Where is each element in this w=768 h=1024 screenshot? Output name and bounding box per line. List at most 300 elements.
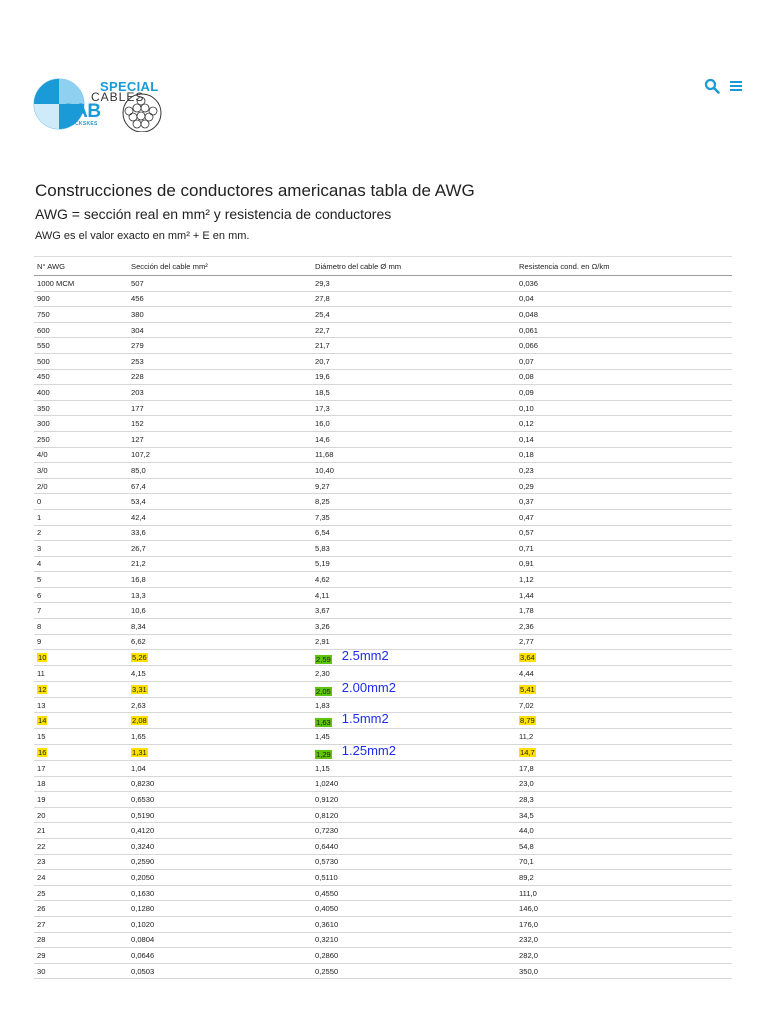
cell-awg xyxy=(34,525,128,541)
cell-resistance-value: 70,1 xyxy=(519,857,534,867)
cell-awg-value: 17 xyxy=(37,763,46,773)
cell-section xyxy=(128,385,312,401)
logo-sab-text: SAB xyxy=(62,101,101,122)
site-header xyxy=(0,0,768,150)
cell-section xyxy=(128,431,312,447)
cell-diameter-value: 2,91 xyxy=(315,637,330,647)
cell-awg xyxy=(34,556,128,572)
cell-section-value: 1,04 xyxy=(131,763,146,773)
cell-resistance xyxy=(516,353,732,369)
cell-section xyxy=(128,792,312,808)
cell-section-value: 2,63 xyxy=(131,700,146,710)
cell-awg-value: 18 xyxy=(37,779,46,789)
table-row xyxy=(34,932,732,948)
cell-awg-value: 400 xyxy=(37,387,50,397)
cell-awg-value: 26 xyxy=(37,904,46,914)
cell-section xyxy=(128,338,312,354)
cell-diameter-value: 27,8 xyxy=(315,294,330,304)
cell-section-value: 177 xyxy=(131,403,144,413)
handwritten-annotation: 2.5mm2 xyxy=(341,648,389,664)
cell-resistance xyxy=(516,525,732,541)
cell-section xyxy=(128,916,312,932)
cell-diameter xyxy=(312,650,516,666)
cell-resistance xyxy=(516,322,732,338)
cell-resistance xyxy=(516,839,732,855)
cell-resistance-value: 0,04 xyxy=(519,294,534,304)
cell-awg-value: 750 xyxy=(37,309,50,319)
cell-diameter xyxy=(312,463,516,479)
cell-diameter-value: 2,30 xyxy=(315,669,330,679)
cell-resistance xyxy=(516,541,732,557)
cell-awg xyxy=(34,603,128,619)
cell-awg-value: 15 xyxy=(37,732,46,742)
cell-diameter xyxy=(312,478,516,494)
cell-resistance xyxy=(516,587,732,603)
cell-resistance-value: 0,066 xyxy=(519,341,539,351)
cell-diameter xyxy=(312,385,516,401)
cell-section-value: 33,6 xyxy=(131,528,146,538)
cell-awg-value: 9 xyxy=(37,637,42,647)
cell-diameter xyxy=(312,916,516,932)
table-row xyxy=(34,353,732,369)
cell-awg-value: 3 xyxy=(37,543,42,553)
cell-diameter-value: 17,3 xyxy=(315,403,330,413)
cell-resistance-value: 7,02 xyxy=(519,700,534,710)
cell-section xyxy=(128,619,312,635)
table-row xyxy=(34,541,732,557)
cell-diameter xyxy=(312,353,516,369)
cell-diameter-value: 0,4550 xyxy=(315,888,339,898)
cell-section-value: 21,2 xyxy=(131,559,146,569)
cell-resistance xyxy=(516,807,732,823)
intro-text: AWG es el valor exacto en mm² + E en mm. xyxy=(35,230,250,242)
cell-resistance-value: 282,0 xyxy=(519,950,539,960)
cell-awg xyxy=(34,932,128,948)
cell-section xyxy=(128,634,312,650)
cell-diameter xyxy=(312,681,516,697)
cell-diameter-value: 3,67 xyxy=(315,606,330,616)
cell-diameter xyxy=(312,792,516,808)
cell-section xyxy=(128,603,312,619)
cell-diameter-value: 0,3610 xyxy=(315,919,339,929)
cell-diameter-value: 21,7 xyxy=(315,341,330,351)
cell-resistance-value: 4,44 xyxy=(519,669,534,679)
cell-awg-value: 550 xyxy=(37,341,50,351)
cell-section-value: 0,4120 xyxy=(131,826,155,836)
cell-section-value: 0,0503 xyxy=(131,966,155,976)
cell-diameter xyxy=(312,870,516,886)
cell-awg xyxy=(34,463,128,479)
cell-section xyxy=(128,697,312,713)
table-row xyxy=(34,400,732,416)
cell-diameter xyxy=(312,761,516,777)
cell-section xyxy=(128,776,312,792)
cell-awg-value: 22 xyxy=(37,841,46,851)
cell-section xyxy=(128,494,312,510)
cell-diameter xyxy=(312,525,516,541)
table-row xyxy=(34,322,732,338)
cell-resistance xyxy=(516,697,732,713)
cell-awg xyxy=(34,776,128,792)
cell-diameter xyxy=(312,963,516,979)
cell-awg xyxy=(34,291,128,307)
cell-resistance xyxy=(516,447,732,463)
cell-diameter xyxy=(312,369,516,385)
cell-section-value: 0,0804 xyxy=(131,935,155,945)
cell-section xyxy=(128,416,312,432)
cell-awg-value: 11 xyxy=(37,669,45,679)
cell-awg-value: 28 xyxy=(37,935,46,945)
cell-section xyxy=(128,807,312,823)
cell-section-value: 127 xyxy=(131,434,144,444)
cell-awg-value: 27 xyxy=(37,919,46,929)
cell-resistance xyxy=(516,338,732,354)
cell-resistance-value: 146,0 xyxy=(519,904,539,914)
cell-awg xyxy=(34,697,128,713)
cell-diameter xyxy=(312,587,516,603)
cell-diameter-value: 6,54 xyxy=(315,528,330,538)
table-row xyxy=(34,948,732,964)
table-row xyxy=(34,901,732,917)
cell-resistance xyxy=(516,603,732,619)
cell-diameter-value: 1,29 xyxy=(316,750,331,760)
table-row xyxy=(34,431,732,447)
cell-awg-value: 350 xyxy=(37,403,50,413)
cell-awg-value: 7 xyxy=(37,606,42,616)
cell-section-value: 203 xyxy=(131,387,144,397)
cell-resistance-value: 0,10 xyxy=(519,403,534,413)
cell-awg xyxy=(34,307,128,323)
cell-section xyxy=(128,447,312,463)
cell-section-value: 253 xyxy=(131,356,144,366)
table-row xyxy=(34,572,732,588)
cell-section xyxy=(128,885,312,901)
cell-resistance-value: 0,061 xyxy=(519,325,539,335)
cell-section-value: 2,08 xyxy=(132,716,147,726)
cell-diameter-value: 0,5730 xyxy=(315,857,339,867)
cell-awg-value: 500 xyxy=(37,356,50,366)
cell-resistance-value: 89,2 xyxy=(519,872,534,882)
cell-resistance-value: 0,08 xyxy=(519,372,534,382)
cell-awg xyxy=(34,431,128,447)
cell-awg xyxy=(34,353,128,369)
table-row xyxy=(34,291,732,307)
cell-diameter xyxy=(312,322,516,338)
cell-resistance-value: 34,5 xyxy=(519,810,534,820)
cell-resistance xyxy=(516,307,732,323)
cell-awg-value: 600 xyxy=(37,325,50,335)
cell-diameter xyxy=(312,885,516,901)
cell-resistance-value: 111,0 xyxy=(519,888,537,898)
table-body xyxy=(34,276,732,979)
cell-diameter-value: 9,27 xyxy=(315,481,330,491)
table-row xyxy=(34,276,732,292)
cell-diameter-value: 16,0 xyxy=(315,419,330,429)
cell-awg xyxy=(34,807,128,823)
cell-section xyxy=(128,556,312,572)
cell-diameter xyxy=(312,307,516,323)
cell-section-value: 0,1020 xyxy=(131,919,155,929)
cell-section-value: 152 xyxy=(131,419,144,429)
cell-section-value: 13,3 xyxy=(131,590,146,600)
cell-diameter-value: 2,05 xyxy=(316,686,331,696)
cell-resistance-value: 350,0 xyxy=(519,966,539,976)
cell-resistance-value: 0,036 xyxy=(519,278,539,288)
table-row xyxy=(34,369,732,385)
table-row xyxy=(34,776,732,792)
awg-table xyxy=(34,256,732,979)
cell-awg xyxy=(34,478,128,494)
cell-resistance-value: 2,77 xyxy=(519,637,534,647)
table-row xyxy=(34,885,732,901)
table-row xyxy=(34,587,732,603)
cell-awg-value: 29 xyxy=(37,950,46,960)
cell-section xyxy=(128,729,312,745)
handwritten-annotation: 1.5mm2 xyxy=(341,711,389,727)
cell-awg-value: 19 xyxy=(37,795,46,805)
cell-section xyxy=(128,666,312,682)
cell-awg xyxy=(34,587,128,603)
cell-awg xyxy=(34,792,128,808)
hamburger-menu-icon[interactable] xyxy=(728,78,744,94)
cell-resistance-value: 0,14 xyxy=(519,434,534,444)
cell-diameter-value: 14,6 xyxy=(315,434,330,444)
cell-diameter-value: 0,4050 xyxy=(315,904,339,914)
cell-diameter-value: 0,6440 xyxy=(315,841,339,851)
search-icon[interactable] xyxy=(704,78,720,94)
cell-awg-value: 1000 MCM xyxy=(37,278,75,288)
cell-awg-value: 25 xyxy=(37,888,46,898)
cell-resistance-value: 44,0 xyxy=(519,826,534,836)
cell-diameter-value: 4,62 xyxy=(315,575,330,585)
cell-awg xyxy=(34,666,128,682)
table-row xyxy=(34,463,732,479)
cell-diameter xyxy=(312,823,516,839)
cell-resistance-value: 1,12 xyxy=(519,575,534,585)
cell-resistance-value: 3,64 xyxy=(520,653,535,663)
cell-resistance xyxy=(516,556,732,572)
header-resistance: Resistencia cond. en Ω/km xyxy=(516,257,732,276)
cell-awg xyxy=(34,447,128,463)
cell-awg-value: 12 xyxy=(38,684,47,694)
cell-awg xyxy=(34,509,128,525)
cell-section-value: 4,15 xyxy=(131,669,146,679)
cell-section-value: 3,31 xyxy=(132,684,147,694)
cell-section-value: 0,6530 xyxy=(131,795,155,805)
cell-diameter xyxy=(312,541,516,557)
cell-section xyxy=(128,525,312,541)
cell-section-value: 53,4 xyxy=(131,497,146,507)
cell-diameter xyxy=(312,400,516,416)
cell-diameter-value: 8,25 xyxy=(315,497,330,507)
cell-section xyxy=(128,572,312,588)
cell-diameter xyxy=(312,447,516,463)
header-actions xyxy=(704,78,744,94)
cell-section xyxy=(128,307,312,323)
cell-section-value: 0,2050 xyxy=(131,872,155,882)
cell-diameter-value: 10,40 xyxy=(315,465,335,475)
cell-section xyxy=(128,276,312,292)
sab-special-cables-logo[interactable] xyxy=(33,78,175,132)
page-title: Construcciones de conductores americanas tabla de AWG xyxy=(35,181,475,200)
cell-section-value: 1,31 xyxy=(132,748,147,758)
cell-awg-value: 3/0 xyxy=(37,465,48,475)
table-row xyxy=(34,681,732,697)
cell-section xyxy=(128,400,312,416)
cell-awg xyxy=(34,338,128,354)
cell-resistance-value: 0,12 xyxy=(519,419,534,429)
cell-resistance xyxy=(516,416,732,432)
cell-resistance xyxy=(516,385,732,401)
cell-section-value: 5,26 xyxy=(132,653,147,663)
cell-resistance-value: 0,91 xyxy=(519,559,534,569)
cell-resistance-value: 176,0 xyxy=(519,919,539,929)
logo-special-text: SPECIAL xyxy=(100,79,159,94)
cell-resistance-value: 1,78 xyxy=(519,606,534,616)
table-row xyxy=(34,807,732,823)
cell-awg xyxy=(34,322,128,338)
cell-section xyxy=(128,291,312,307)
table-row xyxy=(34,916,732,932)
cell-diameter-value: 0,9120 xyxy=(315,795,339,805)
cell-diameter xyxy=(312,854,516,870)
cell-awg xyxy=(34,385,128,401)
cell-diameter xyxy=(312,713,516,729)
cell-diameter xyxy=(312,556,516,572)
cell-resistance xyxy=(516,948,732,964)
cell-awg xyxy=(34,729,128,745)
cell-section-value: 1,65 xyxy=(131,732,146,742)
cell-section-value: 16,8 xyxy=(131,575,146,585)
cell-resistance xyxy=(516,776,732,792)
cell-resistance xyxy=(516,916,732,932)
cell-awg-value: 30 xyxy=(37,966,46,976)
cell-awg xyxy=(34,916,128,932)
cell-awg-value: 8 xyxy=(37,621,42,631)
cell-section-value: 0,3240 xyxy=(131,841,155,851)
cell-section xyxy=(128,948,312,964)
cell-section xyxy=(128,963,312,979)
cell-resistance xyxy=(516,761,732,777)
logo-cables-text: CABLES xyxy=(91,90,145,104)
cell-section-value: 85,0 xyxy=(131,465,146,475)
cell-diameter xyxy=(312,839,516,855)
cell-diameter-value: 3,26 xyxy=(315,621,330,631)
cell-section-value: 0,1280 xyxy=(131,904,155,914)
cell-resistance-value: 11,2 xyxy=(519,732,534,742)
cell-awg-value: 1 xyxy=(37,512,42,522)
cell-diameter-value: 0,5110 xyxy=(315,872,338,882)
cell-awg-value: 0 xyxy=(37,497,42,507)
table-row xyxy=(34,494,732,510)
cell-awg-value: 6 xyxy=(37,590,42,600)
cell-awg-value: 4 xyxy=(37,559,42,569)
cell-awg xyxy=(34,276,128,292)
table-row xyxy=(34,447,732,463)
cell-awg xyxy=(34,416,128,432)
cell-section-value: 0,8230 xyxy=(131,779,155,789)
cell-diameter xyxy=(312,291,516,307)
table-row xyxy=(34,619,732,635)
cell-awg xyxy=(34,948,128,964)
cell-awg-value: 300 xyxy=(37,419,50,429)
cell-section xyxy=(128,745,312,761)
cell-awg-value: 24 xyxy=(37,872,46,882)
cell-diameter xyxy=(312,932,516,948)
cell-diameter-value: 22,7 xyxy=(315,325,330,335)
cell-section xyxy=(128,839,312,855)
cell-awg-value: 16 xyxy=(38,748,47,758)
cell-section-value: 380 xyxy=(131,309,144,319)
cell-section-value: 8,34 xyxy=(131,621,146,631)
cell-diameter-value: 18,5 xyxy=(315,387,330,397)
cell-resistance xyxy=(516,650,732,666)
table-row xyxy=(34,509,732,525)
table-row xyxy=(34,603,732,619)
cell-resistance xyxy=(516,681,732,697)
cell-resistance xyxy=(516,634,732,650)
cell-awg xyxy=(34,963,128,979)
cell-diameter-value: 20,7 xyxy=(315,356,330,366)
cell-resistance xyxy=(516,494,732,510)
cell-awg-value: 14 xyxy=(38,716,47,726)
cell-diameter xyxy=(312,619,516,635)
cell-diameter-value: 5,19 xyxy=(315,559,330,569)
table-row xyxy=(34,870,732,886)
cell-section-value: 26,7 xyxy=(131,543,146,553)
cell-resistance-value: 1,44 xyxy=(519,590,534,600)
cell-diameter-value: 7,35 xyxy=(315,512,330,522)
table-row xyxy=(34,385,732,401)
cell-resistance-value: 232,0 xyxy=(519,935,539,945)
cell-section-value: 67,4 xyxy=(131,481,146,491)
cell-resistance xyxy=(516,932,732,948)
cell-resistance-value: 23,0 xyxy=(519,779,534,789)
table-row xyxy=(34,745,732,761)
table-row xyxy=(34,416,732,432)
cell-section xyxy=(128,541,312,557)
cell-resistance xyxy=(516,885,732,901)
cell-section-value: 42,4 xyxy=(131,512,146,522)
cell-awg xyxy=(34,870,128,886)
cell-awg xyxy=(34,761,128,777)
cell-resistance-value: 0,09 xyxy=(519,387,534,397)
cell-section-value: 0,2590 xyxy=(131,857,155,867)
cell-resistance xyxy=(516,478,732,494)
cell-resistance xyxy=(516,870,732,886)
cell-section-value: 456 xyxy=(131,294,144,304)
cell-diameter-value: 1,83 xyxy=(315,700,330,710)
cell-resistance xyxy=(516,369,732,385)
cell-resistance-value: 0,048 xyxy=(519,309,539,319)
cell-resistance-value: 0,29 xyxy=(519,481,534,491)
cell-resistance-value: 17,8 xyxy=(519,763,534,773)
header-section: Sección del cable mm² xyxy=(128,257,312,276)
cell-section xyxy=(128,823,312,839)
cell-section-value: 507 xyxy=(131,278,144,288)
cell-section-value: 228 xyxy=(131,372,144,382)
table-row xyxy=(34,525,732,541)
cell-diameter xyxy=(312,338,516,354)
cell-resistance-value: 8,79 xyxy=(520,716,535,726)
cell-diameter xyxy=(312,509,516,525)
cell-diameter-value: 1,15 xyxy=(315,763,330,773)
cell-resistance-value: 0,57 xyxy=(519,528,534,538)
cell-diameter-value: 0,2860 xyxy=(315,950,339,960)
cell-section xyxy=(128,870,312,886)
cell-resistance xyxy=(516,572,732,588)
cell-resistance-value: 0,37 xyxy=(519,497,534,507)
